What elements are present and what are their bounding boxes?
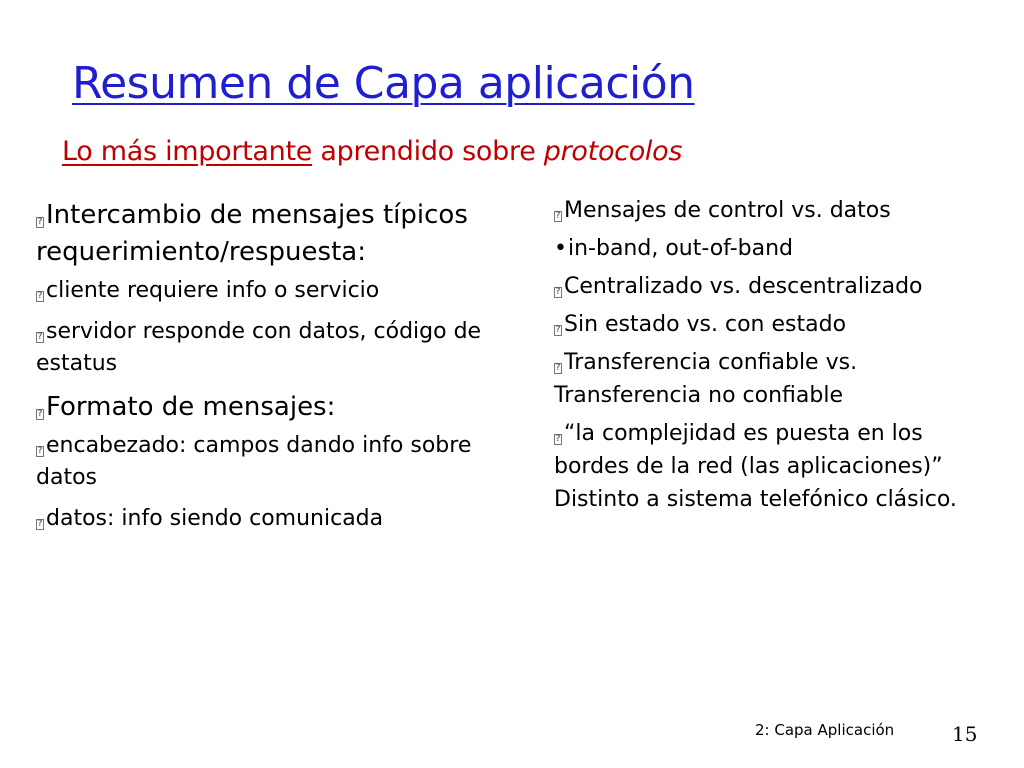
list-item (554, 308, 994, 341)
bullet-icon: ? (555, 287, 561, 297)
right-column (554, 194, 994, 521)
list-item (36, 197, 536, 271)
left-column (36, 197, 536, 544)
list-item-text: Mensajes de control vs. datos (564, 198, 891, 223)
list-item (554, 232, 994, 265)
subtitle-italic: protocolos (543, 136, 683, 167)
footer-label: 2: Capa Aplicación (755, 721, 895, 739)
list-item-text: in-band, out-of-band (567, 236, 793, 261)
bullet-icon: ? (555, 211, 561, 221)
list-item (36, 503, 536, 535)
bullet-icon: ? (37, 332, 43, 342)
bullet-icon: ? (37, 519, 43, 529)
list-item-text: Centralizado vs. descentralizado (564, 274, 923, 299)
bullet-icon: ? (37, 446, 43, 456)
list-item-text: Sin estado vs. con estado (564, 312, 847, 337)
list-item (554, 270, 994, 303)
list-item (36, 430, 536, 494)
bullet-icon: ? (555, 325, 561, 335)
dot-bullet-icon: • (554, 236, 567, 261)
list-item (36, 316, 536, 380)
list-item (554, 483, 994, 516)
page-number: 15 (952, 722, 978, 746)
list-item-text: Intercambio de mensajes típicos requerimiento/respuesta: (36, 200, 468, 267)
list-item (554, 417, 994, 483)
bullet-icon: ? (555, 363, 561, 373)
list-item-text: cliente requiere info o servicio (46, 278, 380, 303)
list-item-text: servidor responde con datos, código de estatus (36, 319, 482, 376)
list-item (36, 275, 536, 307)
bullet-icon: ? (37, 217, 43, 227)
slide-title: Resumen de Capa aplicación (72, 58, 695, 109)
subtitle-middle: aprendido sobre (312, 136, 544, 167)
list-item (554, 194, 994, 227)
list-item-text: “la complejidad es puesta en los bordes de la red (las aplicaciones)” (554, 421, 943, 479)
subtitle-emphasis: Lo más importante (62, 136, 313, 167)
bullet-icon: ? (37, 291, 43, 301)
slide-subtitle (62, 136, 682, 167)
list-item-text: Distinto a sistema telefónico clásico. (554, 487, 957, 512)
list-item-text: encabezado: campos dando info sobre datos (36, 433, 472, 490)
bullet-icon: ? (555, 434, 561, 444)
list-item-text: datos: info siendo comunicada (46, 506, 384, 531)
list-item-text: Formato de mensajes: (46, 392, 336, 422)
list-item-text: Transferencia confiable vs. Transferencia no confiable (554, 350, 858, 408)
bullet-icon: ? (37, 409, 43, 419)
list-item (36, 389, 536, 426)
list-item (554, 346, 994, 412)
